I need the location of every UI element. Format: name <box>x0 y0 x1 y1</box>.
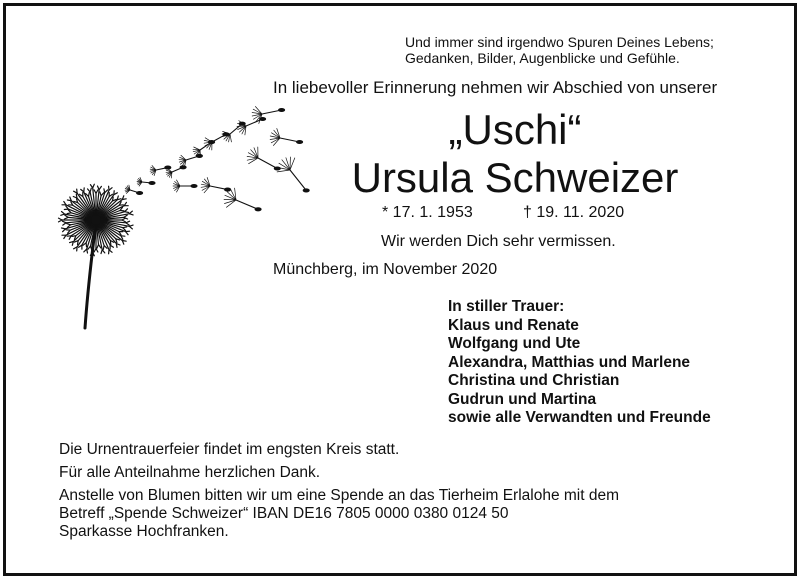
mourner-name: Klaus und Renate <box>448 316 579 334</box>
intro-text: In liebevoller Erinnerung nehmen wir Abschied von unserer <box>273 78 718 97</box>
mourner-name: Christina und Christian <box>448 372 620 389</box>
thanks-note: Für alle Anteilnahme herzlichen Dank. <box>59 464 321 481</box>
mourner-name: sowie alle Verwandten und Freunde <box>448 409 711 426</box>
donation-note-line-2: Betreff „Spende Schweizer“ IBAN DE16 7805 0000 0380 0124 50 <box>59 505 509 522</box>
birth-date: * 17. 1. 1953 <box>382 204 473 221</box>
mourners-heading: In stiller Trauer: <box>448 298 565 315</box>
donation-note-line-1: Anstelle von Blumen bitten wir um eine Spende an das Tierheim Erlalohe mit dem <box>59 487 620 504</box>
deceased-name: Ursula Schweizer <box>351 154 679 201</box>
motto-line-1: Und immer sind irgendwo Spuren Deines Lebens; <box>405 34 714 50</box>
nickname: „Uschi“ <box>448 106 582 153</box>
donation-note-line-3: Sparkasse Hochfranken. <box>59 523 229 540</box>
mourners-list <box>448 298 711 428</box>
mourner-name: Gudrun und Martina <box>448 390 597 408</box>
funeral-note: Die Urnentrauerfeier findet im engsten Kreis statt. <box>59 441 400 458</box>
motto-line-2: Gedanken, Bilder, Augenblicke und Gefühle. <box>405 50 680 66</box>
mourner-name: Wolfgang und Ute <box>448 335 581 352</box>
motto-quote <box>405 34 714 66</box>
mourner-name: Alexandra, Matthias und Marlene <box>448 353 691 371</box>
death-date: † 19. 11. 2020 <box>523 204 625 221</box>
farewell-text: Wir werden Dich sehr vermissen. <box>381 233 616 250</box>
place-date: Münchberg, im November 2020 <box>273 261 498 278</box>
notes-block <box>59 441 619 541</box>
